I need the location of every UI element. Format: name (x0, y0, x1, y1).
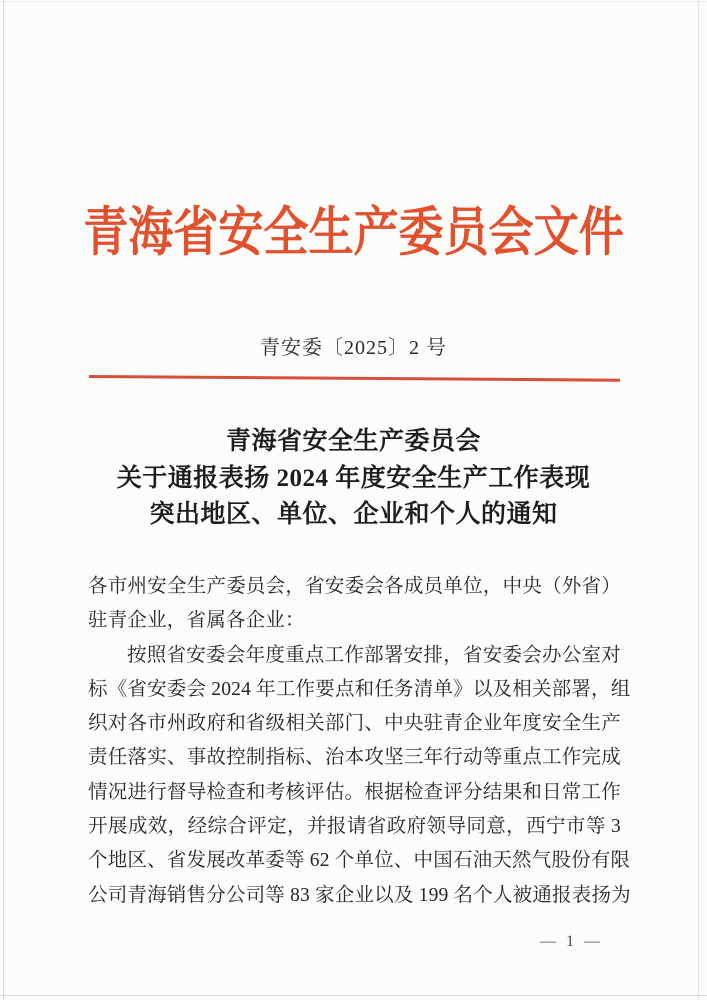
letterhead-title: 青海省安全生产委员会文件 (83, 204, 624, 262)
paper-edge-top (0, 1, 707, 2)
page-number: — 1 — (540, 933, 603, 950)
body-line: 标《省安委会 2024 年工作要点和任务清单》以及相关部署，组 (88, 678, 631, 700)
notice-title-line-3: 突出地区、单位、企业和个人的通知 (149, 501, 558, 528)
body-line: 情况进行督导检查和考核评估。根据检查评分结果和日常工作 (88, 781, 621, 803)
body-line: 公司青海销售分公司等 83 家企业以及 199 名个人被通报表扬为 (88, 884, 631, 906)
body-line: 个地区、省发展改革委等 62 个单位、中国石油天然气股份有限 (88, 850, 631, 872)
body-line: 按照省安委会年度重点工作部署安排，省安委会办公室对 (127, 644, 621, 666)
notice-title (0, 424, 707, 534)
body-line: 织对各市州政府和省级相关部门、中央驻青企业年度安全生产 (88, 713, 621, 735)
body-line: 责任落实、事故控制指标、治本攻坚三年行动等重点工作完成 (88, 747, 621, 769)
paper-edge-bottom (0, 995, 707, 996)
document-body (88, 570, 631, 913)
document-reference-number: 青安委〔2025〕2 号 (260, 337, 447, 359)
body-line: 各市州安全生产委员会，省安委会各成员单位，中央（外省） (88, 576, 621, 597)
body-line: 驻青企业，省属各企业： (88, 610, 305, 632)
notice-title-line-1: 青海省安全生产委员会 (225, 428, 481, 455)
letterhead-divider-rule (89, 375, 620, 382)
notice-title-line-2: 关于通报表扬 2024 年度安全生产工作表现 (116, 464, 591, 492)
body-line: 开展成效，经综合评定，并报请省政府领导同意，西宁市等 3 (88, 816, 621, 838)
